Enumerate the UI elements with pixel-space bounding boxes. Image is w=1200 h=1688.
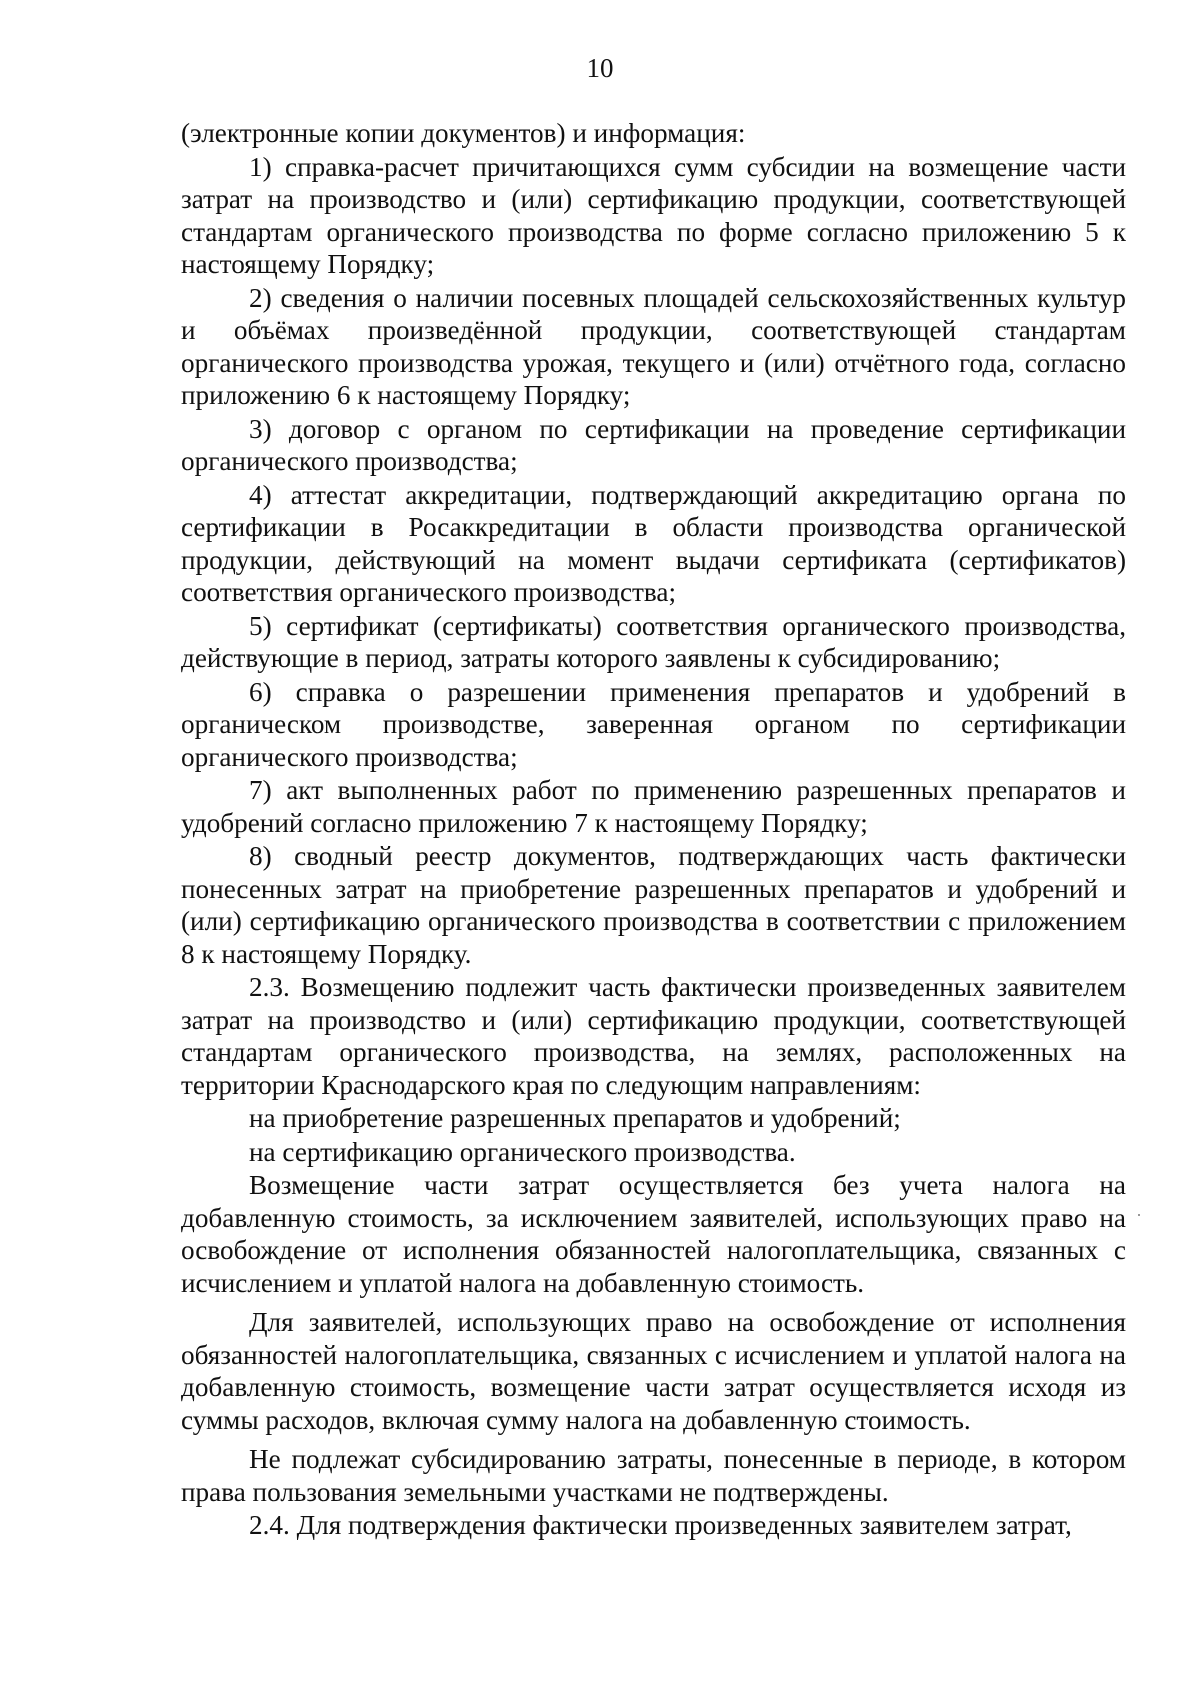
list-item-6: 6) справка о разрешении применения препаратов и удобрений в органическом производстве, заверенная органом по сертификации органического производства;: [181, 676, 1126, 772]
list-item-1: 1) справка-расчет причитающихся сумм субсидии на возмещение части затрат на производство и (или) сертификацию продукции, соответствующей стандартам органического производства по форме согласно приложению 5 к настоящему Порядку;: [181, 151, 1126, 279]
list-item-8: 8) сводный реестр документов, подтверждающих часть фактически понесенных затрат на приобретение разрешенных препаратов и удобрений и (или) сертификацию органического производства в соответствии с приложением 8 к настоящему Порядку.: [181, 841, 1126, 969]
section-2-3: 2.3. Возмещению подлежит часть фактически произведенных заявителем затрат на производство и (или) сертификацию продукции, соответствующей стандартам органического производства, на землях, расположенных на территории Краснодарского края по следующим направлениям:: [181, 972, 1126, 1100]
paragraph-vat-exclusion: Возмещение части затрат осуществляется без учета налога на добавленную стоимость, за исключением заявителей, использующих право на освобождение от исполнения обязанностей налогоплательщика, связанных с исчислением и уплатой налога на добавленную стоимость.: [181, 1170, 1126, 1298]
list-item-2: 2) сведения о наличии посевных площадей сельскохозяйственных культур и объёмах произведённой продукции, соответствующей стандартам органического производства урожая, текущего и (или) отчётного года, согласно приложению 6 к настоящему Порядку;: [181, 282, 1126, 410]
scan-speck: [1138, 1214, 1140, 1216]
list-item-3: 3) договор с органом по сертификации на проведение сертификации органического производства;: [181, 413, 1126, 476]
document-body: [181, 117, 1126, 1543]
paragraph-intro: (электронные копии документов) и информация:: [181, 118, 746, 148]
paragraph-vat-inclusion: Для заявителей, использующих право на освобождение от исполнения обязанностей налогоплательщика, связанных с исчислением и уплатой налога на добавленную стоимость, возмещение части затрат осуществляется исходя из суммы расходов, включая сумму налога на добавленную стоимость.: [181, 1307, 1126, 1435]
page-number: 10: [586, 53, 614, 83]
list-item-5: 5) сертификат (сертификаты) соответствия органического производства, действующие в период, затраты которого заявлены к субсидированию;: [181, 610, 1126, 673]
section-2-4: 2.4. Для подтверждения фактически произведенных заявителем затрат,: [249, 1510, 1072, 1540]
paragraph-not-subsidized: Не подлежат субсидированию затраты, понесенные в периоде, в котором права пользования земельными участками не подтверждены.: [181, 1444, 1126, 1507]
direction-item-1: на приобретение разрешенных препаратов и удобрений;: [249, 1103, 901, 1133]
list-item-7: 7) акт выполненных работ по применению разрешенных препаратов и удобрений согласно приложению 7 к настоящему Порядку;: [181, 775, 1126, 838]
direction-item-2: на сертификацию органического производства.: [249, 1136, 796, 1167]
list-item-4: 4) аттестат аккредитации, подтверждающий аккредитацию органа по сертификации в Росаккредитации в области производства органической продукции, действующий на момент выдачи сертификата (сертификатов) соответствия органического производства;: [181, 479, 1126, 607]
